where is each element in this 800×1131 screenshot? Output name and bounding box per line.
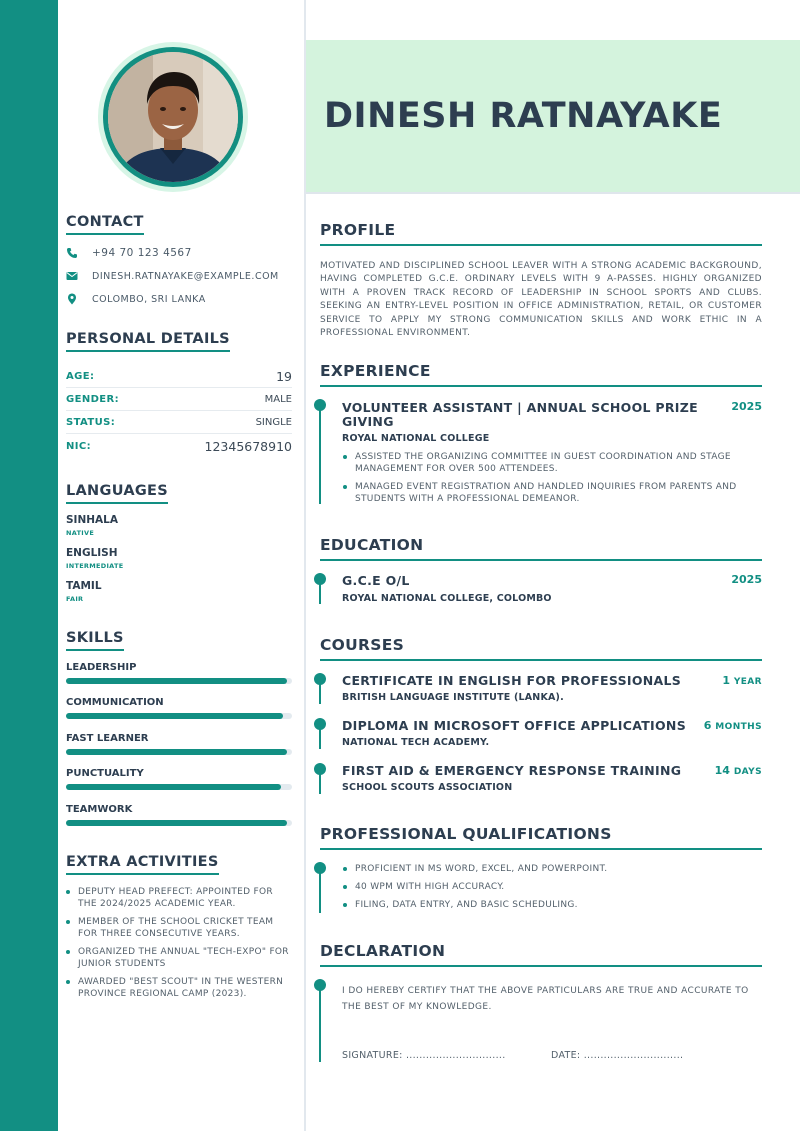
course-duration-number: 14: [714, 764, 730, 777]
course-duration-unit: MONTHS: [715, 722, 762, 732]
list-item: MEMBER OF THE SCHOOL CRICKET TEAM FOR THREE CONSECUTIVE YEARS.: [66, 916, 294, 940]
personal-value: 12345678910: [204, 438, 292, 454]
list-item: 40 WPM WITH HIGH ACCURACY.: [342, 881, 762, 893]
course-title: FIRST AID & EMERGENCY RESPONSE TRAINING: [342, 763, 682, 778]
language-level: FAIR: [66, 595, 84, 603]
course-duration-unit: YEAR: [733, 677, 762, 687]
personal-value: SINGLE: [255, 417, 292, 428]
experience-title: VOLUNTEER ASSISTANT | ANNUAL SCHOOL PRIZE GIVING: [342, 400, 698, 429]
declaration-text: I DO HEREBY CERTIFY THAT THE ABOVE PARTICULARS ARE TRUE AND ACCURATE TO THE BEST OF MY KNOWLEDGE.: [342, 986, 749, 1012]
language-level: INTERMEDIATE: [66, 562, 124, 570]
timeline-dot: [314, 718, 326, 730]
candidate-name: DINESH RATNAYAKE: [324, 96, 723, 136]
list-item: DEPUTY HEAD PREFECT: APPOINTED FOR THE 2024/2025 ACADEMIC YEAR.: [66, 886, 294, 910]
skill-bar-fill: [66, 749, 287, 755]
skill-bar-fill: [66, 713, 283, 719]
education-heading: EDUCATION: [320, 536, 762, 561]
personal-row-status: [66, 412, 292, 434]
avatar: [108, 52, 238, 182]
email-icon: [66, 270, 78, 282]
list-item: MANAGED EVENT REGISTRATION AND HANDLED INQUIRIES FROM PARENTS AND STUDENTS WITH A PROFESSIONAL DEMEANOR.: [342, 481, 762, 505]
course-duration-number: 1: [722, 674, 730, 687]
personal-row-nic: [66, 435, 292, 457]
contact-phone: [66, 245, 192, 261]
contact-heading: CONTACT: [66, 214, 144, 235]
personal-details-heading: PERSONAL DETAILS: [66, 331, 230, 352]
experience-bullets: [342, 451, 762, 511]
experience-heading: EXPERIENCE: [320, 362, 762, 387]
languages-heading: LANGUAGES: [66, 483, 168, 504]
qualifications-heading: PROFESSIONAL QUALIFICATIONS: [320, 825, 762, 850]
profile-summary: MOTIVATED AND DISCIPLINED SCHOOL LEAVER WITH A STRONG ACADEMIC BACKGROUND, HAVING COMPLETED G.C.E. ORDINARY LEVELS WITH 9 A-PASSES. HIGHLY ORGANIZED WITH A PROVEN TRACK RECORD OF LEADERSHIP IN SCHOOL SPORTS AND CLUBS. SEEKING AN ENTRY-LEVEL POSITION IN OFFICE ADMINISTRATION, RETAIL, OR CUSTOMER SERVICE TO APPLY MY STRONG COMMUNICATION SKILLS AND WORK ETHIC IN A PROFESSIONAL ENVIRONMENT.: [320, 261, 762, 339]
course-duration-number: 6: [703, 719, 712, 732]
timeline-line: [319, 984, 321, 1062]
extra-activities-list: [66, 886, 294, 1006]
contact-phone-text: +94 70 123 4567: [92, 247, 192, 259]
course-institute: NATIONAL TECH ACADEMY.: [342, 737, 490, 748]
personal-label: STATUS:: [66, 417, 116, 428]
skill-bar-fill: [66, 784, 281, 790]
list-item: FILING, DATA ENTRY, AND BASIC SCHEDULING.: [342, 899, 762, 911]
extra-activities-heading: EXTRA ACTIVITIES: [66, 854, 219, 875]
skill-bar: [66, 713, 292, 719]
timeline-dot: [314, 862, 326, 874]
personal-label: NIC:: [66, 440, 92, 452]
skill-bar: [66, 678, 292, 684]
experience-date: 2025: [731, 400, 762, 413]
skill-name: LEADERSHIP: [66, 662, 137, 673]
skill-bar: [66, 749, 292, 755]
location-pin-icon: [66, 293, 78, 305]
timeline-dot: [314, 573, 326, 585]
personal-row-age: [66, 366, 292, 388]
personal-value: 19: [276, 369, 292, 384]
list-item: ORGANIZED THE ANNUAL "TECH-EXPO" FOR JUNIOR STUDENTS: [66, 946, 294, 970]
course-title: DIPLOMA IN MICROSOFT OFFICE APPLICATIONS: [342, 718, 687, 733]
list-item: AWARDED "BEST SCOUT" IN THE WESTERN PROVINCE REGIONAL CAMP (2023).: [66, 976, 294, 1000]
skill-name: PUNCTUALITY: [66, 768, 144, 779]
skill-bar-fill: [66, 820, 287, 826]
language-name: SINHALA: [66, 514, 118, 526]
contact-email-text: DINESH.RATNAYAKE@EXAMPLE.COM: [92, 270, 279, 282]
contact-location-text: COLOMBO, SRI LANKA: [92, 293, 206, 305]
personal-label: AGE:: [66, 371, 95, 382]
course-duration: [722, 674, 762, 687]
timeline-dot: [314, 673, 326, 685]
list-item: ASSISTED THE ORGANIZING COMMITTEE IN GUEST COORDINATION AND STAGE MANAGEMENT FOR OVER 500 ATTENDEES.: [342, 451, 762, 475]
skill-bar: [66, 784, 292, 790]
timeline-dot: [314, 399, 326, 411]
personal-label: GENDER:: [66, 394, 120, 405]
language-name: ENGLISH: [66, 547, 118, 559]
language-level: NATIVE: [66, 529, 95, 537]
timeline-dot: [314, 763, 326, 775]
course-institute: SCHOOL SCOUTS ASSOCIATION: [342, 782, 513, 793]
skills-heading: SKILLS: [66, 630, 124, 651]
contact-location: [66, 291, 206, 307]
timeline-line: [319, 404, 321, 504]
phone-icon: [66, 247, 78, 259]
portrait-illustration: [108, 52, 238, 182]
course-duration: [715, 764, 762, 777]
date-line: DATE: ..............................: [551, 1050, 684, 1061]
signature-line: SIGNATURE: ..............................: [342, 1050, 506, 1061]
course-institute: BRITISH LANGUAGE INSTITUTE (LANKA).: [342, 692, 564, 703]
qualifications-list: [342, 863, 762, 917]
profile-heading: PROFILE: [320, 221, 762, 246]
courses-heading: COURSES: [320, 636, 762, 661]
education-date: 2025: [731, 573, 762, 586]
course-title: CERTIFICATE IN ENGLISH FOR PROFESSIONALS: [342, 673, 682, 688]
skill-name: TEAMWORK: [66, 804, 133, 815]
sidebar-accent-bar: [0, 0, 58, 1131]
experience-organization: ROYAL NATIONAL COLLEGE: [342, 433, 490, 444]
course-duration: [704, 719, 762, 732]
personal-value: MALE: [264, 394, 292, 405]
contact-email: [66, 268, 279, 284]
skill-name: COMMUNICATION: [66, 697, 164, 708]
course-duration-unit: DAYS: [733, 767, 762, 777]
skill-bar: [66, 820, 292, 826]
education-school: ROYAL NATIONAL COLLEGE, COLOMBO: [342, 593, 552, 604]
language-name: TAMIL: [66, 580, 102, 592]
list-item: PROFICIENT IN MS WORD, EXCEL, AND POWERPOINT.: [342, 863, 762, 875]
declaration-heading: DECLARATION: [320, 942, 762, 967]
skill-name: FAST LEARNER: [66, 733, 149, 744]
skill-bar-fill: [66, 678, 287, 684]
timeline-dot: [314, 979, 326, 991]
personal-row-gender: [66, 389, 292, 411]
header-divider: [306, 192, 800, 194]
education-title: G.C.E O/L: [342, 573, 410, 588]
